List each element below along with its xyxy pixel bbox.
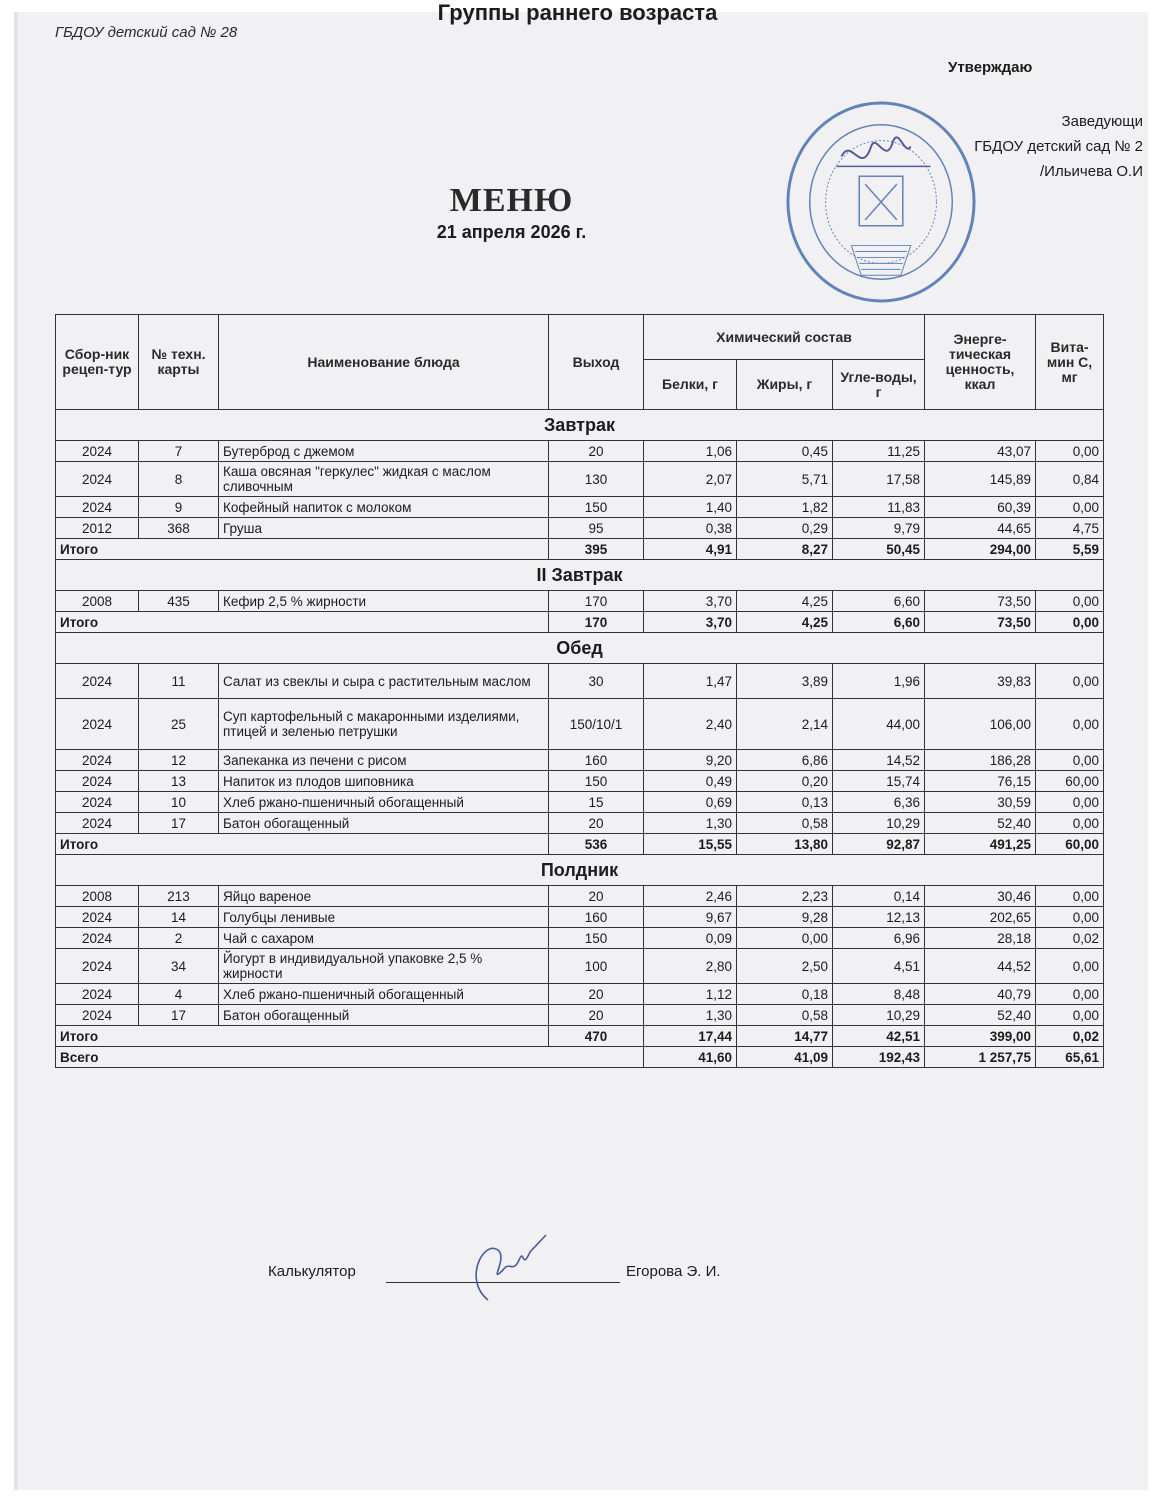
cell-vitc: 0,00	[1036, 907, 1104, 928]
table-row	[56, 518, 1104, 539]
header-dish: Наименование блюда	[219, 315, 549, 410]
total-yield: 470	[549, 1026, 644, 1047]
cell-tech-card: 34	[139, 949, 219, 984]
table-row	[56, 984, 1104, 1005]
cell-yield: 150	[549, 497, 644, 518]
table-row	[56, 1005, 1104, 1026]
cell-fat: 0,20	[737, 771, 833, 792]
cell-protein: 2,40	[644, 699, 737, 750]
cell-dish: Напиток из плодов шиповника	[219, 771, 549, 792]
cell-energy: 52,40	[925, 1005, 1036, 1026]
cell-collection: 2012	[56, 518, 139, 539]
cell-dish: Голубцы ленивые	[219, 907, 549, 928]
cell-collection: 2024	[56, 462, 139, 497]
cell-fat: 0,45	[737, 441, 833, 462]
cell-yield: 20	[549, 984, 644, 1005]
cell-fat: 2,14	[737, 699, 833, 750]
cell-fat: 0,58	[737, 1005, 833, 1026]
cell-vitc: 0,00	[1036, 984, 1104, 1005]
cell-yield: 100	[549, 949, 644, 984]
total-carbs: 6,60	[833, 612, 925, 633]
cell-yield: 150	[549, 771, 644, 792]
cell-protein: 1,12	[644, 984, 737, 1005]
cell-dish: Хлеб ржано-пшеничный обогащенный	[219, 984, 549, 1005]
cell-collection: 2024	[56, 949, 139, 984]
table-row	[56, 497, 1104, 518]
cell-dish: Батон обогащенный	[219, 813, 549, 834]
total-vitc: 60,00	[1036, 834, 1104, 855]
cell-carbs: 11,83	[833, 497, 925, 518]
cell-energy: 30,46	[925, 886, 1036, 907]
cell-carbs: 6,60	[833, 591, 925, 612]
cell-carbs: 11,25	[833, 441, 925, 462]
cell-yield: 20	[549, 813, 644, 834]
grand-total-label: Всего	[56, 1047, 644, 1068]
cell-yield: 20	[549, 1005, 644, 1026]
cell-protein: 2,07	[644, 462, 737, 497]
cell-tech-card: 8	[139, 462, 219, 497]
table-row	[56, 771, 1104, 792]
cell-protein: 1,47	[644, 664, 737, 699]
cell-collection: 2024	[56, 750, 139, 771]
cell-yield: 130	[549, 462, 644, 497]
total-energy: 73,50	[925, 612, 1036, 633]
cell-fat: 9,28	[737, 907, 833, 928]
cell-vitc: 4,75	[1036, 518, 1104, 539]
header-collection: Сбор-ник рецеп-тур	[56, 315, 139, 410]
total-fat: 13,80	[737, 834, 833, 855]
cell-dish: Запеканка из печени с рисом	[219, 750, 549, 771]
cell-dish: Яйцо вареное	[219, 886, 549, 907]
table-row	[56, 441, 1104, 462]
cell-protein: 2,46	[644, 886, 737, 907]
cell-dish: Кофейный напиток с молоком	[219, 497, 549, 518]
cell-dish: Груша	[219, 518, 549, 539]
cell-energy: 44,65	[925, 518, 1036, 539]
total-energy: 399,00	[925, 1026, 1036, 1047]
cell-dish: Хлеб ржано-пшеничный обогащенный	[219, 792, 549, 813]
cell-protein: 2,80	[644, 949, 737, 984]
cell-vitc: 0,84	[1036, 462, 1104, 497]
menu-body	[56, 410, 1104, 1068]
cell-dish: Кефир 2,5 % жирности	[219, 591, 549, 612]
section-total-row	[56, 834, 1104, 855]
cell-collection: 2024	[56, 441, 139, 462]
cell-collection: 2024	[56, 771, 139, 792]
total-vitc: 0,02	[1036, 1026, 1104, 1047]
table-row	[56, 591, 1104, 612]
cell-carbs: 12,13	[833, 907, 925, 928]
menu-table	[55, 314, 1104, 1068]
cell-carbs: 1,96	[833, 664, 925, 699]
cell-fat: 3,89	[737, 664, 833, 699]
cell-protein: 1,06	[644, 441, 737, 462]
cell-collection: 2024	[56, 907, 139, 928]
cell-energy: 30,59	[925, 792, 1036, 813]
table-row	[56, 792, 1104, 813]
grand-total-fat: 41,09	[737, 1047, 833, 1068]
cell-carbs: 4,51	[833, 949, 925, 984]
cell-yield: 150/10/1	[549, 699, 644, 750]
total-fat: 8,27	[737, 539, 833, 560]
cell-yield: 170	[549, 591, 644, 612]
cell-dish: Каша овсяная "геркулес" жидкая с маслом сливочным	[219, 462, 549, 497]
cell-fat: 2,23	[737, 886, 833, 907]
cell-protein: 1,30	[644, 813, 737, 834]
cell-carbs: 15,74	[833, 771, 925, 792]
cell-tech-card: 17	[139, 1005, 219, 1026]
cell-tech-card: 213	[139, 886, 219, 907]
cell-dish: Салат из свеклы и сыра с растительным маслом	[219, 664, 549, 699]
header-chemical: Химический состав	[644, 315, 925, 360]
cell-dish: Батон обогащенный	[219, 1005, 549, 1026]
section-header	[56, 633, 1104, 664]
cell-fat: 1,82	[737, 497, 833, 518]
cell-fat: 0,00	[737, 928, 833, 949]
section-title: Завтрак	[544, 414, 615, 435]
cell-yield: 20	[549, 886, 644, 907]
total-protein: 15,55	[644, 834, 737, 855]
grand-total-vitc: 65,61	[1036, 1047, 1104, 1068]
cell-dish: Чай с сахаром	[219, 928, 549, 949]
cell-tech-card: 368	[139, 518, 219, 539]
cell-collection: 2024	[56, 984, 139, 1005]
cell-vitc: 60,00	[1036, 771, 1104, 792]
cell-yield: 15	[549, 792, 644, 813]
table-row	[56, 664, 1104, 699]
cell-vitc: 0,00	[1036, 497, 1104, 518]
cell-fat: 0,58	[737, 813, 833, 834]
cell-tech-card: 10	[139, 792, 219, 813]
total-energy: 294,00	[925, 539, 1036, 560]
total-vitc: 5,59	[1036, 539, 1104, 560]
approval-position: Заведующи	[1061, 113, 1143, 130]
cell-protein: 0,69	[644, 792, 737, 813]
cell-tech-card: 2	[139, 928, 219, 949]
cell-tech-card: 11	[139, 664, 219, 699]
cell-yield: 30	[549, 664, 644, 699]
signature-icon	[458, 1230, 548, 1310]
cell-energy: 106,00	[925, 699, 1036, 750]
cell-carbs: 9,79	[833, 518, 925, 539]
cell-tech-card: 9	[139, 497, 219, 518]
cell-energy: 44,52	[925, 949, 1036, 984]
page-title: МЕНЮ	[449, 182, 574, 219]
total-yield: 536	[549, 834, 644, 855]
calculator-name: Егорова Э. И.	[626, 1263, 721, 1280]
cell-vitc: 0,02	[1036, 928, 1104, 949]
cell-dish: Йогурт в индивидуальной упаковке 2,5 % жирности	[219, 949, 549, 984]
cell-carbs: 10,29	[833, 813, 925, 834]
cell-tech-card: 13	[139, 771, 219, 792]
cell-tech-card: 25	[139, 699, 219, 750]
section-total-row	[56, 612, 1104, 633]
cell-carbs: 6,36	[833, 792, 925, 813]
cell-tech-card: 7	[139, 441, 219, 462]
cell-fat: 4,25	[737, 591, 833, 612]
cell-tech-card: 12	[139, 750, 219, 771]
cell-energy: 43,07	[925, 441, 1036, 462]
approval-signatory: /Ильичева О.И	[1040, 163, 1143, 180]
total-vitc: 0,00	[1036, 612, 1104, 633]
cell-yield: 150	[549, 928, 644, 949]
header-vitamin-c: Вита-мин С, мг	[1036, 315, 1104, 410]
cell-energy: 60,39	[925, 497, 1036, 518]
cell-carbs: 17,58	[833, 462, 925, 497]
table-row	[56, 462, 1104, 497]
total-fat: 4,25	[737, 612, 833, 633]
table-row	[56, 949, 1104, 984]
cell-energy: 52,40	[925, 813, 1036, 834]
section-header	[56, 560, 1104, 591]
header-tech-card: № техн. карты	[139, 315, 219, 410]
organization-name: ГБДОУ детский сад № 28	[55, 24, 238, 41]
cell-carbs: 6,96	[833, 928, 925, 949]
cell-collection: 2024	[56, 497, 139, 518]
cell-vitc: 0,00	[1036, 750, 1104, 771]
cell-collection: 2008	[56, 886, 139, 907]
total-carbs: 92,87	[833, 834, 925, 855]
age-group-label: Группы раннего возраста	[437, 0, 718, 25]
section-header	[56, 410, 1104, 441]
cell-energy: 145,89	[925, 462, 1036, 497]
grand-total-energy: 1 257,75	[925, 1047, 1036, 1068]
cell-vitc: 0,00	[1036, 699, 1104, 750]
total-label: Итого	[56, 612, 549, 633]
cell-carbs: 0,14	[833, 886, 925, 907]
cell-vitc: 0,00	[1036, 949, 1104, 984]
cell-collection: 2008	[56, 591, 139, 612]
cell-collection: 2024	[56, 699, 139, 750]
cell-energy: 76,15	[925, 771, 1036, 792]
cell-protein: 0,49	[644, 771, 737, 792]
cell-protein: 9,67	[644, 907, 737, 928]
cell-yield: 95	[549, 518, 644, 539]
cell-fat: 0,29	[737, 518, 833, 539]
cell-protein: 1,40	[644, 497, 737, 518]
cell-vitc: 0,00	[1036, 441, 1104, 462]
cell-energy: 28,18	[925, 928, 1036, 949]
cell-carbs: 8,48	[833, 984, 925, 1005]
cell-collection: 2024	[56, 664, 139, 699]
header-energy: Энерге-тическая ценность, ккал	[925, 315, 1036, 410]
total-carbs: 50,45	[833, 539, 925, 560]
grand-total-row	[56, 1047, 1104, 1068]
total-label: Итого	[56, 834, 549, 855]
cell-yield: 160	[549, 750, 644, 771]
cell-energy: 73,50	[925, 591, 1036, 612]
cell-tech-card: 14	[139, 907, 219, 928]
calculator-label: Калькулятор	[268, 1263, 356, 1280]
header-fat: Жиры, г	[737, 360, 833, 410]
cell-dish: Суп картофельный с макаронными изделиями, птицей и зеленью петрушки	[219, 699, 549, 750]
approval-title: Утверждаю	[948, 59, 1033, 76]
cell-tech-card: 17	[139, 813, 219, 834]
cell-protein: 0,38	[644, 518, 737, 539]
total-protein: 4,91	[644, 539, 737, 560]
cell-vitc: 0,00	[1036, 813, 1104, 834]
cell-energy: 202,65	[925, 907, 1036, 928]
cell-protein: 9,20	[644, 750, 737, 771]
cell-fat: 0,18	[737, 984, 833, 1005]
cell-collection: 2024	[56, 792, 139, 813]
table-row	[56, 699, 1104, 750]
total-yield: 395	[549, 539, 644, 560]
cell-yield: 160	[549, 907, 644, 928]
table-row	[56, 928, 1104, 949]
cell-dish: Бутерброд с джемом	[219, 441, 549, 462]
cell-fat: 5,71	[737, 462, 833, 497]
table-row	[56, 907, 1104, 928]
total-energy: 491,25	[925, 834, 1036, 855]
menu-date: 21 апреля 2026 г.	[436, 222, 587, 242]
total-label: Итого	[56, 539, 549, 560]
grand-total-protein: 41,60	[644, 1047, 737, 1068]
total-carbs: 42,51	[833, 1026, 925, 1047]
section-title: II Завтрак	[536, 564, 623, 585]
table-row	[56, 813, 1104, 834]
cell-carbs: 10,29	[833, 1005, 925, 1026]
cell-collection: 2024	[56, 1005, 139, 1026]
approval-institution: ГБДОУ детский сад № 2	[974, 138, 1143, 155]
header-yield: Выход	[549, 315, 644, 410]
cell-collection: 2024	[56, 928, 139, 949]
cell-fat: 0,13	[737, 792, 833, 813]
cell-protein: 3,70	[644, 591, 737, 612]
cell-vitc: 0,00	[1036, 591, 1104, 612]
grand-total-carbs: 192,43	[833, 1047, 925, 1068]
section-header	[56, 855, 1104, 886]
total-yield: 170	[549, 612, 644, 633]
cell-collection: 2024	[56, 813, 139, 834]
section-total-row	[56, 1026, 1104, 1047]
table-row	[56, 750, 1104, 771]
cell-energy: 40,79	[925, 984, 1036, 1005]
cell-protein: 1,30	[644, 1005, 737, 1026]
cell-fat: 6,86	[737, 750, 833, 771]
cell-energy: 186,28	[925, 750, 1036, 771]
header-protein: Белки, г	[644, 360, 737, 410]
cell-fat: 2,50	[737, 949, 833, 984]
cell-carbs: 44,00	[833, 699, 925, 750]
total-fat: 14,77	[737, 1026, 833, 1047]
cell-protein: 0,09	[644, 928, 737, 949]
cell-energy: 39,83	[925, 664, 1036, 699]
header-carbs: Угле-воды, г	[833, 360, 925, 410]
total-protein: 17,44	[644, 1026, 737, 1047]
cell-tech-card: 435	[139, 591, 219, 612]
section-title: Обед	[556, 637, 603, 658]
cell-vitc: 0,00	[1036, 1005, 1104, 1026]
cell-vitc: 0,00	[1036, 792, 1104, 813]
table-row	[56, 886, 1104, 907]
section-total-row	[56, 539, 1104, 560]
cell-carbs: 14,52	[833, 750, 925, 771]
cell-vitc: 0,00	[1036, 886, 1104, 907]
cell-vitc: 0,00	[1036, 664, 1104, 699]
section-title: Полдник	[540, 859, 619, 880]
cell-yield: 20	[549, 441, 644, 462]
cell-tech-card: 4	[139, 984, 219, 1005]
total-label: Итого	[56, 1026, 549, 1047]
total-protein: 3,70	[644, 612, 737, 633]
